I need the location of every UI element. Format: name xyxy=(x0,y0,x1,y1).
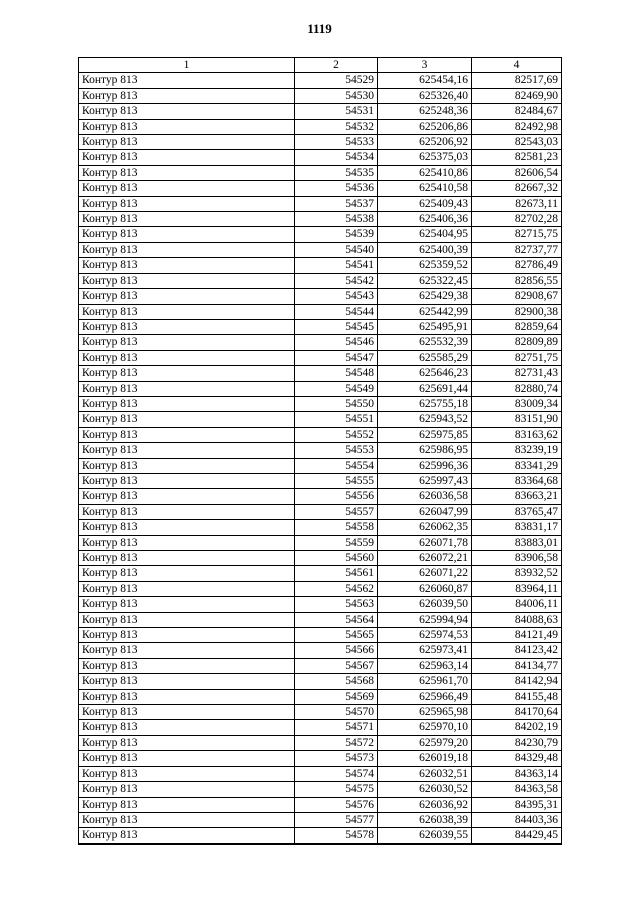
contour-name-cell: Контур 813 xyxy=(79,196,295,211)
table-row xyxy=(79,473,562,488)
table-row xyxy=(79,458,562,473)
x-coordinate-cell: 625986,95 xyxy=(378,443,472,458)
contour-name-cell: Контур 813 xyxy=(79,458,295,473)
contour-name-cell: Контур 813 xyxy=(79,212,295,227)
contour-name-cell: Контур 813 xyxy=(79,551,295,566)
y-coordinate-cell: 83932,52 xyxy=(472,566,562,581)
contour-name-cell: Контур 813 xyxy=(79,242,295,257)
contour-name-cell: Контур 813 xyxy=(79,73,295,88)
table-row xyxy=(79,212,562,227)
contour-name-cell: Контур 813 xyxy=(79,628,295,643)
point-number-cell: 54567 xyxy=(295,658,378,673)
y-coordinate-cell: 84121,49 xyxy=(472,628,562,643)
point-number-cell: 54557 xyxy=(295,504,378,519)
x-coordinate-cell: 626038,39 xyxy=(378,812,472,827)
y-coordinate-cell: 82715,75 xyxy=(472,227,562,242)
table-row xyxy=(79,412,562,427)
x-coordinate-cell: 625966,49 xyxy=(378,689,472,704)
contour-name-cell: Контур 813 xyxy=(79,658,295,673)
point-number-cell: 54532 xyxy=(295,119,378,134)
x-coordinate-cell: 626019,18 xyxy=(378,751,472,766)
y-coordinate-cell: 83163,62 xyxy=(472,427,562,442)
y-coordinate-cell: 82731,43 xyxy=(472,366,562,381)
column-header-1: 1 xyxy=(79,58,295,73)
point-number-cell: 54570 xyxy=(295,705,378,720)
y-coordinate-cell: 82517,69 xyxy=(472,73,562,88)
table-row xyxy=(79,689,562,704)
x-coordinate-cell: 625532,39 xyxy=(378,335,472,350)
contour-name-cell: Контур 813 xyxy=(79,335,295,350)
y-coordinate-cell: 84142,94 xyxy=(472,674,562,689)
table-row xyxy=(79,566,562,581)
y-coordinate-cell: 83765,47 xyxy=(472,504,562,519)
x-coordinate-cell: 625997,43 xyxy=(378,473,472,488)
table-body xyxy=(79,73,562,844)
point-number-cell: 54545 xyxy=(295,319,378,334)
table-row xyxy=(79,335,562,350)
x-coordinate-cell: 625979,20 xyxy=(378,735,472,750)
contour-name-cell: Контур 813 xyxy=(79,751,295,766)
y-coordinate-cell: 82880,74 xyxy=(472,381,562,396)
point-number-cell: 54578 xyxy=(295,828,378,844)
y-coordinate-cell: 84134,77 xyxy=(472,658,562,673)
table-row xyxy=(79,150,562,165)
point-number-cell: 54576 xyxy=(295,797,378,812)
x-coordinate-cell: 626071,22 xyxy=(378,566,472,581)
point-number-cell: 54569 xyxy=(295,689,378,704)
table-row xyxy=(79,581,562,596)
point-number-cell: 54562 xyxy=(295,581,378,596)
table-row xyxy=(79,396,562,411)
contour-name-cell: Контур 813 xyxy=(79,258,295,273)
contour-name-cell: Контур 813 xyxy=(79,504,295,519)
contour-name-cell: Контур 813 xyxy=(79,273,295,288)
point-number-cell: 54535 xyxy=(295,165,378,180)
point-number-cell: 54575 xyxy=(295,782,378,797)
table-row xyxy=(79,443,562,458)
table-row xyxy=(79,135,562,150)
point-number-cell: 54546 xyxy=(295,335,378,350)
x-coordinate-cell: 626071,78 xyxy=(378,535,472,550)
contour-name-cell: Контур 813 xyxy=(79,412,295,427)
y-coordinate-cell: 83831,17 xyxy=(472,520,562,535)
point-number-cell: 54542 xyxy=(295,273,378,288)
table-row xyxy=(79,782,562,797)
point-number-cell: 54529 xyxy=(295,73,378,88)
table-row xyxy=(79,812,562,827)
point-number-cell: 54559 xyxy=(295,535,378,550)
point-number-cell: 54544 xyxy=(295,304,378,319)
x-coordinate-cell: 626062,35 xyxy=(378,520,472,535)
point-number-cell: 54577 xyxy=(295,812,378,827)
y-coordinate-cell: 82484,67 xyxy=(472,104,562,119)
table-row xyxy=(79,720,562,735)
x-coordinate-cell: 625375,03 xyxy=(378,150,472,165)
contour-name-cell: Контур 813 xyxy=(79,181,295,196)
y-coordinate-cell: 82809,89 xyxy=(472,335,562,350)
contour-name-cell: Контур 813 xyxy=(79,812,295,827)
y-coordinate-cell: 82606,54 xyxy=(472,165,562,180)
y-coordinate-cell: 83906,58 xyxy=(472,551,562,566)
table-row xyxy=(79,797,562,812)
y-coordinate-cell: 84202,19 xyxy=(472,720,562,735)
point-number-cell: 54549 xyxy=(295,381,378,396)
x-coordinate-cell: 625965,98 xyxy=(378,705,472,720)
y-coordinate-cell: 83341,29 xyxy=(472,458,562,473)
point-number-cell: 54555 xyxy=(295,473,378,488)
contour-name-cell: Контур 813 xyxy=(79,705,295,720)
table-row xyxy=(79,612,562,627)
table-row xyxy=(79,181,562,196)
point-number-cell: 54566 xyxy=(295,643,378,658)
x-coordinate-cell: 625409,43 xyxy=(378,196,472,211)
page-number: 1119 xyxy=(307,21,332,36)
x-coordinate-cell: 625454,16 xyxy=(378,73,472,88)
x-coordinate-cell: 626039,50 xyxy=(378,597,472,612)
contour-name-cell: Контур 813 xyxy=(79,766,295,781)
y-coordinate-cell: 83239,19 xyxy=(472,443,562,458)
table-row xyxy=(79,319,562,334)
table-row xyxy=(79,658,562,673)
contour-name-cell: Контур 813 xyxy=(79,165,295,180)
contour-name-cell: Контур 813 xyxy=(79,104,295,119)
x-coordinate-cell: 625961,70 xyxy=(378,674,472,689)
point-number-cell: 54574 xyxy=(295,766,378,781)
y-coordinate-cell: 82673,11 xyxy=(472,196,562,211)
y-coordinate-cell: 82469,90 xyxy=(472,88,562,103)
point-number-cell: 54534 xyxy=(295,150,378,165)
x-coordinate-cell: 625495,91 xyxy=(378,319,472,334)
contour-name-cell: Контур 813 xyxy=(79,612,295,627)
table-row xyxy=(79,165,562,180)
point-number-cell: 54568 xyxy=(295,674,378,689)
table-row xyxy=(79,766,562,781)
point-number-cell: 54543 xyxy=(295,289,378,304)
y-coordinate-cell: 82737,77 xyxy=(472,242,562,257)
y-coordinate-cell: 84006,11 xyxy=(472,597,562,612)
point-number-cell: 54563 xyxy=(295,597,378,612)
x-coordinate-cell: 626039,55 xyxy=(378,828,472,844)
x-coordinate-cell: 626036,92 xyxy=(378,797,472,812)
contour-name-cell: Контур 813 xyxy=(79,797,295,812)
table-header-row xyxy=(79,58,562,73)
table-row xyxy=(79,489,562,504)
x-coordinate-cell: 625975,85 xyxy=(378,427,472,442)
point-number-cell: 54564 xyxy=(295,612,378,627)
x-coordinate-cell: 625974,53 xyxy=(378,628,472,643)
contour-name-cell: Контур 813 xyxy=(79,304,295,319)
point-number-cell: 54530 xyxy=(295,88,378,103)
y-coordinate-cell: 84123,42 xyxy=(472,643,562,658)
contour-name-cell: Контур 813 xyxy=(79,135,295,150)
x-coordinate-cell: 625410,58 xyxy=(378,181,472,196)
column-header-2: 2 xyxy=(295,58,378,73)
y-coordinate-cell: 82667,32 xyxy=(472,181,562,196)
table-row xyxy=(79,427,562,442)
y-coordinate-cell: 82900,38 xyxy=(472,304,562,319)
contour-name-cell: Контур 813 xyxy=(79,473,295,488)
contour-name-cell: Контур 813 xyxy=(79,581,295,596)
y-coordinate-cell: 82786,49 xyxy=(472,258,562,273)
contour-name-cell: Контур 813 xyxy=(79,443,295,458)
x-coordinate-cell: 625404,95 xyxy=(378,227,472,242)
point-number-cell: 54558 xyxy=(295,520,378,535)
point-number-cell: 54550 xyxy=(295,396,378,411)
contour-name-cell: Контур 813 xyxy=(79,782,295,797)
contour-name-cell: Контур 813 xyxy=(79,674,295,689)
table-row xyxy=(79,104,562,119)
x-coordinate-cell: 626032,51 xyxy=(378,766,472,781)
table-row xyxy=(79,751,562,766)
table-row xyxy=(79,628,562,643)
x-coordinate-cell: 625206,86 xyxy=(378,119,472,134)
contour-name-cell: Контур 813 xyxy=(79,643,295,658)
point-number-cell: 54539 xyxy=(295,227,378,242)
table-row xyxy=(79,73,562,88)
contour-name-cell: Контур 813 xyxy=(79,381,295,396)
table-row xyxy=(79,535,562,550)
x-coordinate-cell: 625943,52 xyxy=(378,412,472,427)
x-coordinate-cell: 625755,18 xyxy=(378,396,472,411)
point-number-cell: 54571 xyxy=(295,720,378,735)
contour-name-cell: Контур 813 xyxy=(79,566,295,581)
x-coordinate-cell: 625963,14 xyxy=(378,658,472,673)
y-coordinate-cell: 82751,75 xyxy=(472,350,562,365)
y-coordinate-cell: 84329,48 xyxy=(472,751,562,766)
table-row xyxy=(79,258,562,273)
contour-name-cell: Контур 813 xyxy=(79,396,295,411)
table-row xyxy=(79,705,562,720)
y-coordinate-cell: 84429,45 xyxy=(472,828,562,844)
point-number-cell: 54533 xyxy=(295,135,378,150)
x-coordinate-cell: 625973,41 xyxy=(378,643,472,658)
table-row xyxy=(79,350,562,365)
x-coordinate-cell: 625585,29 xyxy=(378,350,472,365)
x-coordinate-cell: 625359,52 xyxy=(378,258,472,273)
x-coordinate-cell: 625646,23 xyxy=(378,366,472,381)
point-number-cell: 54552 xyxy=(295,427,378,442)
x-coordinate-cell: 626036,58 xyxy=(378,489,472,504)
table-row xyxy=(79,119,562,134)
point-number-cell: 54551 xyxy=(295,412,378,427)
point-number-cell: 54538 xyxy=(295,212,378,227)
table-row xyxy=(79,242,562,257)
y-coordinate-cell: 82543,03 xyxy=(472,135,562,150)
y-coordinate-cell: 84403,36 xyxy=(472,812,562,827)
table-row xyxy=(79,551,562,566)
x-coordinate-cell: 625322,45 xyxy=(378,273,472,288)
table-row xyxy=(79,597,562,612)
point-number-cell: 54561 xyxy=(295,566,378,581)
y-coordinate-cell: 82581,23 xyxy=(472,150,562,165)
x-coordinate-cell: 625429,38 xyxy=(378,289,472,304)
table-row xyxy=(79,735,562,750)
y-coordinate-cell: 84230,79 xyxy=(472,735,562,750)
point-number-cell: 54573 xyxy=(295,751,378,766)
x-coordinate-cell: 625442,99 xyxy=(378,304,472,319)
contour-name-cell: Контур 813 xyxy=(79,88,295,103)
point-number-cell: 54548 xyxy=(295,366,378,381)
contour-name-cell: Контур 813 xyxy=(79,828,295,844)
table-row xyxy=(79,366,562,381)
table-row xyxy=(79,227,562,242)
contour-name-cell: Контур 813 xyxy=(79,689,295,704)
x-coordinate-cell: 626072,21 xyxy=(378,551,472,566)
contour-name-cell: Контур 813 xyxy=(79,289,295,304)
y-coordinate-cell: 82492,98 xyxy=(472,119,562,134)
x-coordinate-cell: 626060,87 xyxy=(378,581,472,596)
table-row xyxy=(79,304,562,319)
contour-name-cell: Контур 813 xyxy=(79,489,295,504)
point-number-cell: 54572 xyxy=(295,735,378,750)
x-coordinate-cell: 626030,52 xyxy=(378,782,472,797)
contour-name-cell: Контур 813 xyxy=(79,427,295,442)
table-row xyxy=(79,273,562,288)
column-header-3: 3 xyxy=(378,58,472,73)
y-coordinate-cell: 83663,21 xyxy=(472,489,562,504)
contour-name-cell: Контур 813 xyxy=(79,150,295,165)
table-row xyxy=(79,520,562,535)
x-coordinate-cell: 625206,92 xyxy=(378,135,472,150)
y-coordinate-cell: 82856,55 xyxy=(472,273,562,288)
contour-name-cell: Контур 813 xyxy=(79,735,295,750)
y-coordinate-cell: 82859,64 xyxy=(472,319,562,334)
contour-name-cell: Контур 813 xyxy=(79,119,295,134)
x-coordinate-cell: 625691,44 xyxy=(378,381,472,396)
x-coordinate-cell: 625996,36 xyxy=(378,458,472,473)
contour-name-cell: Контур 813 xyxy=(79,366,295,381)
y-coordinate-cell: 83364,68 xyxy=(472,473,562,488)
column-header-4: 4 xyxy=(472,58,562,73)
point-number-cell: 54547 xyxy=(295,350,378,365)
table-row xyxy=(79,504,562,519)
point-number-cell: 54553 xyxy=(295,443,378,458)
y-coordinate-cell: 84088,63 xyxy=(472,612,562,627)
table-row xyxy=(79,196,562,211)
table-row xyxy=(79,381,562,396)
point-number-cell: 54565 xyxy=(295,628,378,643)
contour-name-cell: Контур 813 xyxy=(79,227,295,242)
table-row xyxy=(79,643,562,658)
point-number-cell: 54536 xyxy=(295,181,378,196)
y-coordinate-cell: 84155,48 xyxy=(472,689,562,704)
contour-name-cell: Контур 813 xyxy=(79,597,295,612)
table-row xyxy=(79,88,562,103)
x-coordinate-cell: 625406,36 xyxy=(378,212,472,227)
coordinates-table xyxy=(78,57,562,845)
x-coordinate-cell: 626047,99 xyxy=(378,504,472,519)
y-coordinate-cell: 84363,58 xyxy=(472,782,562,797)
y-coordinate-cell: 83883,01 xyxy=(472,535,562,550)
contour-name-cell: Контур 813 xyxy=(79,350,295,365)
y-coordinate-cell: 84395,31 xyxy=(472,797,562,812)
y-coordinate-cell: 83964,11 xyxy=(472,581,562,596)
contour-name-cell: Контур 813 xyxy=(79,520,295,535)
table-row xyxy=(79,828,562,844)
point-number-cell: 54560 xyxy=(295,551,378,566)
contour-name-cell: Контур 813 xyxy=(79,319,295,334)
table-row xyxy=(79,289,562,304)
x-coordinate-cell: 625326,40 xyxy=(378,88,472,103)
y-coordinate-cell: 82702,28 xyxy=(472,212,562,227)
x-coordinate-cell: 625400,39 xyxy=(378,242,472,257)
x-coordinate-cell: 625410,86 xyxy=(378,165,472,180)
point-number-cell: 54554 xyxy=(295,458,378,473)
table-row xyxy=(79,674,562,689)
y-coordinate-cell: 82908,67 xyxy=(472,289,562,304)
point-number-cell: 54556 xyxy=(295,489,378,504)
point-number-cell: 54531 xyxy=(295,104,378,119)
contour-name-cell: Контур 813 xyxy=(79,535,295,550)
x-coordinate-cell: 625970,10 xyxy=(378,720,472,735)
y-coordinate-cell: 84170,64 xyxy=(472,705,562,720)
y-coordinate-cell: 84363,14 xyxy=(472,766,562,781)
x-coordinate-cell: 625248,36 xyxy=(378,104,472,119)
y-coordinate-cell: 83151,90 xyxy=(472,412,562,427)
point-number-cell: 54540 xyxy=(295,242,378,257)
point-number-cell: 54537 xyxy=(295,196,378,211)
point-number-cell: 54541 xyxy=(295,258,378,273)
contour-name-cell: Контур 813 xyxy=(79,720,295,735)
y-coordinate-cell: 83009,34 xyxy=(472,396,562,411)
x-coordinate-cell: 625994,94 xyxy=(378,612,472,627)
